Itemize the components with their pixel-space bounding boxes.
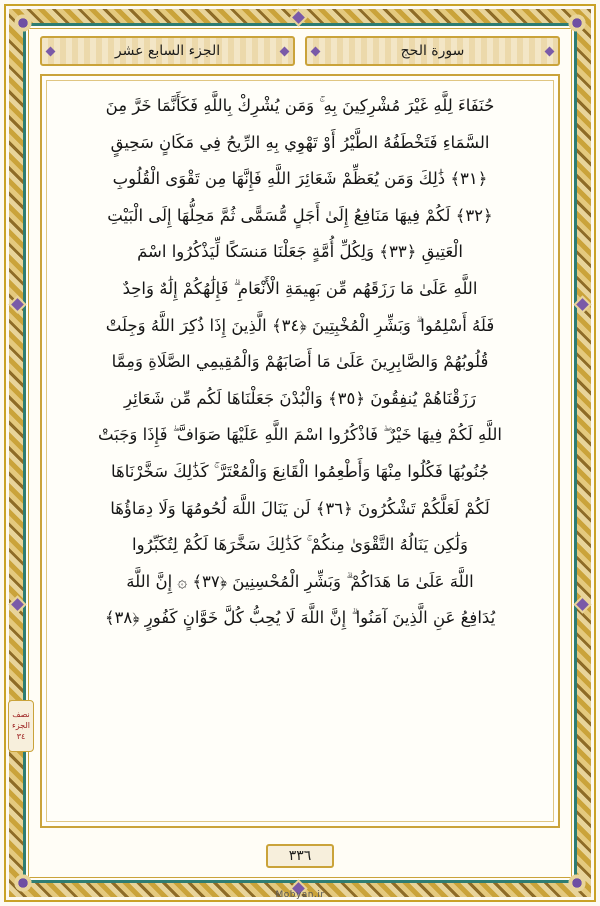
quran-text-frame [40,74,560,828]
juz-title: الجزء السابع عشر [114,43,221,59]
quran-line: لَكُمْ لَعَلَّكُمْ تَشْكُرُونَ ﴿٣٦﴾ لَن يَنَالَ اللَّهَ لُحُومُهَا وَلَا دِمَاؤُهَا [110,498,490,518]
juz-half-marker [8,700,34,752]
ayah-lines [50,86,550,637]
juz-title-box [40,36,295,66]
quran-line: وَلَٰكِن يَنَالُهُ التَّقْوَىٰ مِنكُمْ ۚ كَذَٰلِكَ سَخَّرَهَا لَكُمْ لِتُكَبِّرُوا [132,535,468,555]
page-header [40,36,560,66]
quran-line: يُدَافِعُ عَنِ الَّذِينَ آمَنُوا ۗ إِنَّ اللَّهَ لَا يُحِبُّ كُلَّ خَوَّانٍ كَفُورٍ ﴿٣٨﴾ [104,608,496,628]
quran-line: ﴿٣١﴾ ذَٰلِكَ وَمَن يُعَظِّمْ شَعَائِرَ اللَّهِ فَإِنَّهَا مِن تَقْوَى الْقُلُوبِ [112,169,488,189]
quran-line: اللَّهِ عَلَىٰ مَا رَزَقَهُم مِّن بَهِيمَةِ الْأَنْعَامِ ۗ فَإِلَٰهُكُمْ إِلَٰهٌ وَاحِدٌ [122,278,478,298]
quran-line: رَزَقْنَاهُمْ يُنفِقُونَ ﴿٣٥﴾ وَالْبُدْنَ جَعَلْنَاهَا لَكُم مِّن شَعَائِرِ [124,388,476,408]
page-number: ٣٣٦ [266,844,334,868]
quran-line: جُنُوبُهَا فَكُلُوا مِنْهَا وَأَطْعِمُوا الْقَانِعَ وَالْمُعْتَرَّ ۚ كَذَٰلِكَ سَخَّرْنَاهَا [111,461,489,481]
quran-line: ﴿٣٢﴾ لَكُمْ فِيهَا مَنَافِعُ إِلَىٰ أَجَلٍ مُّسَمًّى ثُمَّ مَحِلُّهَا إِلَى الْبَيْتِ [107,205,493,225]
page-footer [0,844,600,868]
quran-line: الْعَتِيقِ ﴿٣٣﴾ وَلِكُلِّ أُمَّةٍ جَعَلْنَا مَنسَكًا لِّيَذْكُرُوا اسْمَ [137,242,463,262]
quran-line: اللَّهِ لَكُمْ فِيهَا خَيْرٌ ۖ فَاذْكُرُوا اسْمَ اللَّهِ عَلَيْهَا صَوَافَّ ۖ فَإِذَا وَجَبَتْ [98,425,502,445]
quran-line: فَلَهُ أَسْلِمُوا ۗ وَبَشِّرِ الْمُخْبِتِينَ ﴿٣٤﴾ الَّذِينَ إِذَا ذُكِرَ اللَّهُ وَجِلَتْ [105,315,495,335]
quran-line: السَّمَاءِ فَتَخْطَفُهُ الطَّيْرُ أَوْ تَهْوِي بِهِ الرِّيحُ فِي مَكَانٍ سَحِيقٍ [110,132,490,152]
site-tag: Mobyan.ir [275,890,325,900]
quran-line: حُنَفَاءَ لِلَّهِ غَيْرَ مُشْرِكِينَ بِهِ ۚ وَمَن يُشْرِكْ بِاللَّهِ فَكَأَنَّمَا خَرَّ مِنَ [105,96,495,115]
quran-line: قُلُوبُهُمْ وَالصَّابِرِينَ عَلَىٰ مَا أَصَابَهُمْ وَالْمُقِيمِي الصَّلَاةِ وَمِمَّا [111,352,489,372]
surah-title: سورة الحج [400,43,465,59]
juz-marker-bottom: ٣٤ [16,732,26,741]
surah-title-box [305,36,560,66]
juz-marker-mid: الجزء [12,721,30,730]
quran-line: اللَّهَ عَلَىٰ مَا هَدَاكُمْ ۗ وَبَشِّرِ الْمُحْسِنِينَ ﴿٣٧﴾ ۞ إِنَّ اللَّهَ [126,571,474,591]
juz-marker-top: نصف [12,710,30,719]
